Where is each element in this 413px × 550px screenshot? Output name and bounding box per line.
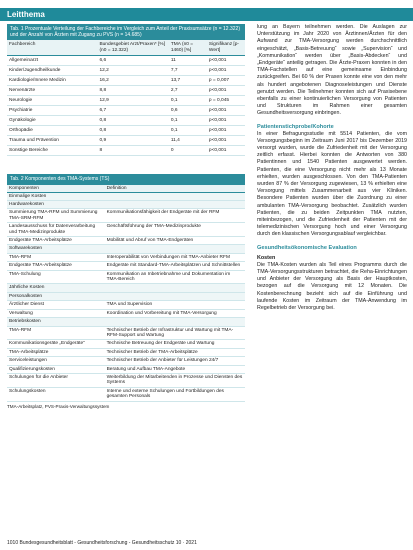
table2-cell (105, 284, 245, 292)
table2-cell: Endgeräte mit Standard-TMA-Arbeitsplätzen und Schnittstellen (105, 262, 245, 270)
table1-cell: p<0,001 (207, 126, 245, 136)
table2-cell: Landesausschuss für Datenverarbeitung und TMA-Medizinprodukte (7, 223, 105, 237)
table1-cell: 6,6 (97, 56, 168, 66)
table2-footnote: TMA-Arbeitsplatz, PVS-Praxis-Verwaltungssystem (7, 403, 110, 409)
table1-cell: 12,2 (97, 66, 168, 76)
table2-cell: Schulungen für die Anbieter (7, 373, 105, 387)
table2-row (7, 309, 245, 317)
table2-cell (105, 192, 245, 200)
table1-cell: 7,7 (169, 66, 207, 76)
table2-cell: TMA und Supervision (105, 301, 245, 309)
table1-cell: 8,8 (97, 86, 168, 96)
table1-cell: Psychiatrie (7, 106, 97, 116)
table2-cell: Technische Betreuung der Endgeräte und Wartung (105, 340, 245, 348)
section-paragraph: In einer Befragungsstudie mit 5514 Patienten, die vom Versorgungsbeginn im Zeitraum Juni 2017 bis Dezember 2019 versorgt wurden, wurde die Zufriedenheit mit der Versorgung zeitlich erfasst. Hierbei konnten die Antworten von 380 Patientinnen und 1540 Patienten ausgewertet werden. Patienten, die eine Versorgung nicht mehr als 13 Monate erhielten, wurden ausgeschlossen. Von den TMA-Patienten wurden 87 % der Versorgung zugewiesen, 13 % erhielten eine Versorgung mittels Zusammenarbeit aus vier Kliniken. Besondere Patienten wurden über die Zuordnung zu einer ambulanten TMA-Versorgung beobachtet. Zusätzlich wurden Patienten, die zu beiden Zeitpunkten TMA nutzten, miteinbezogen, und die Zufriedenheit der Patienten mit der telemedizinischen Versorgung hoch und einer Versorgung durch den klassischen Versorgungsablauf vergleichbar. (257, 130, 407, 238)
table1-cell: Sonstige Bereiche (7, 146, 97, 156)
table1-cell: Neurologie (7, 96, 97, 106)
table2-cell: Ärztlicher Dienst (7, 301, 105, 309)
table2-cell (105, 292, 245, 300)
table1-cell: 0,1 (169, 126, 207, 136)
table2-cell (105, 318, 245, 326)
table2-header: Komponenten (7, 185, 105, 193)
table1-cell: Trauma und Prävention (7, 136, 97, 146)
page-footer: 1010 Bundesgesundheitsblatt - Gesundheitsforschung - Gesundheitsschutz 10 · 2021 (7, 540, 197, 546)
table2-cell: Hardwarekosten (7, 201, 105, 209)
table2-row (7, 253, 245, 261)
table2-cell: Summierung TMA-RFM und Summierung TMA-SRM-RFM (7, 209, 105, 223)
table2-row (7, 223, 245, 237)
table1-row (7, 66, 245, 76)
table2-cell: Endgeräte TMA-Arbeitsplätze (7, 262, 105, 270)
table1-cell: Gynäkologie (7, 116, 97, 126)
table1-header-row (7, 40, 245, 56)
table2-cell: Einmalige Kosten (7, 192, 105, 200)
right-column (257, 24, 407, 312)
section-heading: Patientenstichprobe/Kohorte (257, 123, 334, 130)
table1-caption: Tab. 1 Prozentuale Verteilung der Fachbereiche im Vergleich zum Anteil der Praxisumsätze (n = 12.322) und der Anzahl von Ärzten mit Zugang zu PVS (n = 14.685) (7, 24, 245, 40)
table1-cell: p<0,001 (207, 66, 245, 76)
table1-header: Signifikanz [p-Wert] (207, 40, 245, 56)
table2-header-row (7, 185, 245, 193)
table1-row (7, 116, 245, 126)
table1-cell: 0,9 (97, 136, 168, 146)
table2-row (7, 326, 245, 340)
table1-cell: p = 0,045 (207, 96, 245, 106)
table1-cell: 13,7 (169, 76, 207, 86)
table2-row (7, 318, 245, 326)
table2-cell: Verwaltung (7, 309, 105, 317)
table1-cell: Kinder/Jugendheilkunde (7, 66, 97, 76)
table1-cell: p<0,001 (207, 116, 245, 126)
table1-row (7, 86, 245, 96)
table2-caption: Tab. 2 Komponenten des TMA-Systems (TS) (7, 174, 245, 184)
table1-cell: 0 (169, 146, 207, 156)
table2-cell: Technischer Betrieb der Infrastruktur und Wartung mit TMA-RFM-Support und Wartung (105, 326, 245, 340)
table2-header: Definition (105, 185, 245, 193)
table1-header: Bundesgebiet Arzt/Praxen* [%] (n0 = 12.322) (97, 40, 168, 56)
table2 (7, 185, 245, 402)
table1 (7, 40, 245, 156)
table1-header: TMA (n0 = 1460) [%] (169, 40, 207, 56)
table1-cell: 12,9 (97, 96, 168, 106)
section-heading: Gesundheitsökonomische Evaluation (257, 244, 357, 251)
table1-cell: p<0,001 (207, 136, 245, 146)
table2-row (7, 201, 245, 209)
table2-cell: Kommunikationsfähigkeit der Endgeräte mit der RFM (105, 209, 245, 223)
table1-cell: Kardiologie/Innere Medizin (7, 76, 97, 86)
table1-row (7, 56, 245, 66)
table1-header: Fachbereich (7, 40, 97, 56)
header-bar (0, 8, 413, 21)
table2-cell: Schulungskosten (7, 387, 105, 401)
table2-cell: Kommunikation an Inbetriebnahme und Dokumentation im TMA-Bereich (105, 270, 245, 284)
table2-cell: Interoperabilität von Verbindungen mit TMA-Anbieter RFM (105, 253, 245, 261)
table1-cell: 2,7 (169, 86, 207, 96)
table2-cell: Mobilität und Abruf von TMA-Endgeräten (105, 237, 245, 245)
table1-cell: p<0,001 (207, 106, 245, 116)
subsection-heading: Kosten (257, 254, 276, 261)
intro-paragraph: lung an Bayern teilnehmen werden. Die Auslagen zur Unterstützung im Jahr 2020 von Ärztinnen/Ärzten für den Aufwand zur TMA-Versorgung werden durchschnittlich eingeschätzt, „Basis-Betreuung“ sowie „Supervision“ und „Kommunikation“ werden über „Basis-Abdecken“ und „Endgeräte“ anteilig getragen. Die Ärzte-Praxen konnten in den TMA-Fachstellen auf eine gemeinsame Einbindung zurückgreifen. Bei 60 % der Praxen konnte eine von den mehr als hundert angebotenen Diagnoseleistungen und Dienste genutzt werden. Die Teilnehmer konnten sich auf Praxisebene ebenfalls zu einer kontinuierlichen Versorgung von Patienten und Strukturen im Rahmen einer gesamten Gesundheitsversorgung einbringen. (257, 24, 407, 117)
table2-row (7, 237, 245, 245)
table2-row (7, 365, 245, 373)
table2-cell: Koordination und Vorbereitung mit TMA-Versorgung (105, 309, 245, 317)
table1-cell: 0,1 (169, 96, 207, 106)
table2-cell: Technischer Betrieb der Anbieter für Leistungen 24/7 (105, 357, 245, 365)
table2-row (7, 373, 245, 387)
table2-row (7, 245, 245, 253)
table1-cell: Allgemeinarzt (7, 56, 97, 66)
table2-cell: Softwarekosten (7, 245, 105, 253)
table1-row (7, 76, 245, 86)
table2-row (7, 348, 245, 356)
table2-cell (105, 245, 245, 253)
table1-cell: 6,7 (97, 106, 168, 116)
table2-cell: Weiterbildung der Mitarbeitenden in Prozesse und Diensten des Systems (105, 373, 245, 387)
table1-row (7, 136, 245, 146)
left-column (7, 24, 245, 409)
table2-cell: TMA-Schulung (7, 270, 105, 284)
table1-cell: 0,1 (169, 116, 207, 126)
table1-row (7, 106, 245, 116)
table2-cell: Jährliche Kosten (7, 284, 105, 292)
table2-row (7, 357, 245, 365)
table2-row (7, 387, 245, 401)
table2-cell: TMA-Arbeitsplätze (7, 348, 105, 356)
table2-row (7, 209, 245, 223)
table1-row (7, 146, 245, 156)
table2-cell: Geschäftsführung der TMA-Medizinprodukte (105, 223, 245, 237)
table1-cell: Orthopädie (7, 126, 97, 136)
table2-cell: Qualifizierungskosten (7, 365, 105, 373)
table1-cell: Nervenärzte (7, 86, 97, 96)
table2-row (7, 270, 245, 284)
table1-cell: p<0,001 (207, 56, 245, 66)
table2-cell: Personalkosten (7, 292, 105, 300)
table1-cell: 0,6 (169, 106, 207, 116)
table1-cell: 0,8 (97, 126, 168, 136)
section-paragraph: Die TMA-Kosten wurden als Teil eines Programms durch die TMA-Versorgungsstrukturen betrachtet, die Reha-Einrichtungen und Anbieter der Versorgung als Basis der Hauptkosten, bezogen auf die Versorgung mit 12 Monaten. Die Kostenberechnung bezieht sich auf die Einführung und laufende Kosten im Zeitraum der TMA-Anwendung im Regelbetrieb der Versorgung bei. (257, 261, 407, 311)
table1-row (7, 96, 245, 106)
table2-cell: TMA-RFM (7, 253, 105, 261)
table2-row (7, 340, 245, 348)
table1-cell: 11 (169, 56, 207, 66)
table2-cell (105, 201, 245, 209)
table1-cell: p<0,001 (207, 86, 245, 96)
table2-row (7, 284, 245, 292)
table1-cell: 16,2 (97, 76, 168, 86)
table2-row (7, 292, 245, 300)
table2-cell: Endgeräte TMA-Arbeitsplätze (7, 237, 105, 245)
table2-row (7, 301, 245, 309)
table1-cell: 0,8 (97, 116, 168, 126)
section-label: Leitthema (7, 10, 45, 19)
table2-row (7, 192, 245, 200)
table2-cell: Betriebskosten (7, 318, 105, 326)
table1-cell: p = 0,007 (207, 76, 245, 86)
table1-row (7, 126, 245, 136)
table1-cell: 11,4 (169, 136, 207, 146)
table2-cell: TMA-RFM (7, 326, 105, 340)
table2-cell: Kommunikationsgeräte „Endgeräte“ (7, 340, 105, 348)
table2-cell: Serviceleistungen (7, 357, 105, 365)
table1-cell: p<0,001 (207, 146, 245, 156)
table2-cell: Interne und externe Schulungen und Fortbildungen des gesamten Personals (105, 387, 245, 401)
table2-row (7, 262, 245, 270)
table2-cell: Technischer Betrieb der TMA-Arbeitsplätze (105, 348, 245, 356)
table1-cell: 8 (97, 146, 168, 156)
table2-cell: Beratung und Aufbau TMA-Angebote (105, 365, 245, 373)
